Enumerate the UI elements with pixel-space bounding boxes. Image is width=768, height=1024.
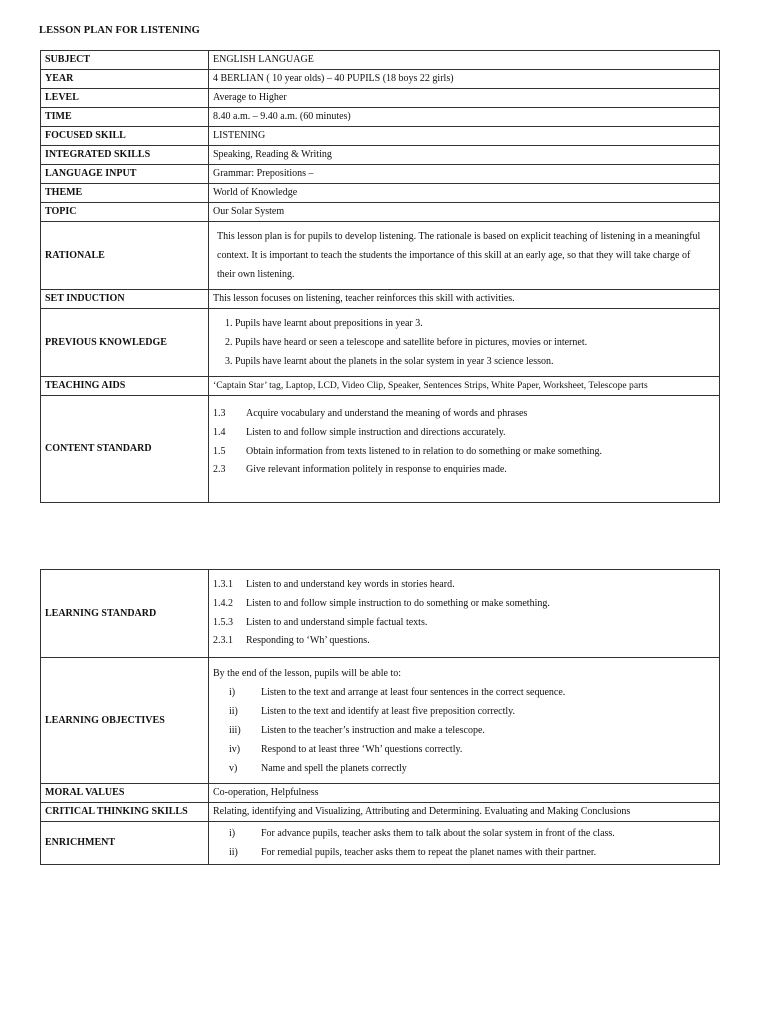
row-label-moral-values: MORAL VALUES: [41, 784, 209, 803]
table-row: [41, 203, 720, 222]
row-label-learning-standard: LEARNING STANDARD: [41, 570, 209, 658]
item-text: Acquire vocabulary and understand the meaning of words and phrases: [246, 408, 528, 419]
row-value-year: 4 BERLIAN ( 10 year olds) – 40 PUPILS (18 boys 22 girls): [209, 70, 720, 89]
row-value-learning-objectives: [209, 658, 720, 784]
row-value-time: 8.40 a.m. – 9.40 a.m. (60 minutes): [209, 108, 720, 127]
row-value-enrichment: [209, 822, 720, 865]
list-item: [213, 576, 715, 595]
item-text: Give relevant information politely in response to enquiries made.: [246, 464, 507, 476]
row-value-rationale: [209, 222, 720, 290]
list-item: [213, 614, 715, 633]
item-number: iii): [229, 724, 241, 736]
item-number: 1.5.3: [213, 616, 233, 628]
row-value-theme: World of Knowledge: [209, 184, 720, 203]
table-row: [41, 184, 720, 203]
item-text: Responding to ‘Wh’ questions.: [246, 635, 370, 647]
list-item: [213, 683, 715, 702]
page-title: LESSON PLAN FOR LISTENING: [39, 25, 200, 36]
list-item: [213, 740, 715, 759]
row-value-critical-thinking: Relating, identifying and Visualizing, Attributing and Determining. Evaluating and Making Conclusions: [209, 803, 720, 822]
item-number: v): [229, 762, 238, 774]
item-number: ii): [229, 847, 238, 858]
row-value-learning-standard: [209, 570, 720, 658]
row-label-learning-objectives: LEARNING OBJECTIVES: [41, 658, 209, 784]
row-label-enrichment: ENRICHMENT: [41, 822, 209, 865]
row-label-theme: THEME: [41, 184, 209, 203]
row-value-integrated-skills: Speaking, Reading & Writing: [209, 146, 720, 165]
list-item: 3. Pupils have learnt about the planets in the solar system in year 3 science lesson.: [235, 352, 715, 371]
item-number: 2.3: [213, 464, 226, 476]
list-item: [213, 461, 715, 480]
row-label-integrated-skills: INTEGRATED SKILLS: [41, 146, 209, 165]
item-number: 2.3.1: [213, 635, 233, 647]
list-item: [213, 721, 715, 740]
item-text: Listen to and understand key words in stories heard.: [246, 578, 455, 590]
table-row: [41, 70, 720, 89]
row-value-previous-knowledge: [209, 309, 720, 377]
item-text: Listen to and understand simple factual texts.: [246, 616, 428, 628]
row-label-level: LEVEL: [41, 89, 209, 108]
row-label-previous-knowledge: PREVIOUS KNOWLEDGE: [41, 309, 209, 377]
table-row: [41, 146, 720, 165]
table-row: [41, 290, 720, 309]
list-item: [213, 759, 715, 778]
row-value-level: Average to Higher: [209, 89, 720, 108]
table-row: [41, 165, 720, 184]
table-row: [41, 222, 720, 290]
lesson-plan-table-bottom: [40, 569, 720, 865]
row-value-moral-values: Co-operation, Helpfulness: [209, 784, 720, 803]
item-text: Name and spell the planets correctly: [261, 762, 407, 774]
rationale-text: This lesson plan is for pupils to develop listening. The rationale is based on explicit teaching of listening in a meaningful context. It is important to teach the students the importance of this skill at an early age, so that they will take charge of their own listening.: [217, 231, 701, 280]
list-item: [213, 702, 715, 721]
row-value-focused-skill: LISTENING: [209, 127, 720, 146]
item-number: 1.5: [213, 445, 226, 457]
table-row: [41, 108, 720, 127]
list-item: [213, 424, 715, 443]
row-label-content-standard: CONTENT STANDARD: [41, 396, 209, 503]
row-value-language-input: Grammar: Prepositions –: [209, 165, 720, 184]
item-number: i): [229, 686, 236, 698]
table-row: [41, 784, 720, 803]
row-value-topic: Our Solar System: [209, 203, 720, 222]
item-number: i): [229, 828, 236, 839]
table-row: [41, 658, 720, 784]
table-row: [41, 127, 720, 146]
table-row: [41, 309, 720, 377]
table-row: [41, 822, 720, 865]
row-label-subject: SUBJECT: [41, 51, 209, 70]
table-row: [41, 377, 720, 396]
item-text: Obtain information from texts listened to in relation to do something or make something.: [246, 445, 603, 457]
row-label-critical-thinking: CRITICAL THINKING SKILLS: [41, 803, 209, 822]
item-text: Listen to and follow simple instruction and directions accurately.: [246, 426, 506, 438]
row-value-teaching-aids: ‘Captain Star’ tag, Laptop, LCD, Video Clip, Speaker, Sentences Strips, White Paper, Worksheet, Telescope parts: [209, 377, 720, 396]
list-item: [213, 843, 715, 862]
item-number: 1.4.2: [213, 597, 233, 609]
list-item: 2. Pupils have heard or seen a telescope and satellite before in pictures, movies or internet.: [235, 333, 715, 352]
row-value-subject: ENGLISH LANGUAGE: [209, 51, 720, 70]
row-label-rationale: RATIONALE: [41, 222, 209, 290]
list-item: [213, 824, 715, 843]
list-item: 1. Pupils have learnt about prepositions in year 3.: [235, 314, 715, 333]
item-text: For advance pupils, teacher asks them to talk about the solar system in front of the class.: [261, 828, 615, 839]
table-row: [41, 51, 720, 70]
row-value-set-induction: This lesson focuses on listening, teacher reinforces this skill with activities.: [209, 290, 720, 309]
item-number: iv): [229, 743, 241, 755]
previous-knowledge-list: [213, 314, 715, 371]
lesson-plan-table-top: [40, 50, 720, 503]
row-label-topic: TOPIC: [41, 203, 209, 222]
table-row: [41, 396, 720, 503]
item-text: Listen to the text and arrange at least four sentences in the correct sequence.: [261, 686, 566, 698]
list-item: [213, 405, 715, 424]
objectives-intro: By the end of the lesson, pupils will be able to:: [213, 667, 402, 679]
item-text: Respond to at least three ‘Wh’ questions correctly.: [261, 743, 463, 755]
row-label-year: YEAR: [41, 70, 209, 89]
row-value-content-standard: [209, 396, 720, 503]
item-number: 1.3: [213, 408, 226, 419]
row-label-set-induction: SET INDUCTION: [41, 290, 209, 309]
list-item: [213, 632, 715, 651]
row-label-focused-skill: FOCUSED SKILL: [41, 127, 209, 146]
item-text: Listen to the teacher’s instruction and make a telescope.: [261, 724, 485, 736]
table-row: [41, 570, 720, 658]
table-row: [41, 89, 720, 108]
row-label-teaching-aids: TEACHING AIDS: [41, 377, 209, 396]
item-number: 1.4: [213, 426, 226, 438]
row-label-time: TIME: [41, 108, 209, 127]
row-label-language-input: LANGUAGE INPUT: [41, 165, 209, 184]
list-item: [213, 595, 715, 614]
item-number: ii): [229, 705, 238, 717]
item-text: Listen to and follow simple instruction to do something or make something.: [246, 597, 550, 609]
item-text: Listen to the text and identify at least five preposition correctly.: [261, 705, 515, 717]
table-row: [41, 803, 720, 822]
list-item: [213, 443, 715, 462]
item-number: 1.3.1: [213, 578, 233, 590]
item-text: For remedial pupils, teacher asks them to repeat the planet names with their partner.: [261, 847, 597, 858]
